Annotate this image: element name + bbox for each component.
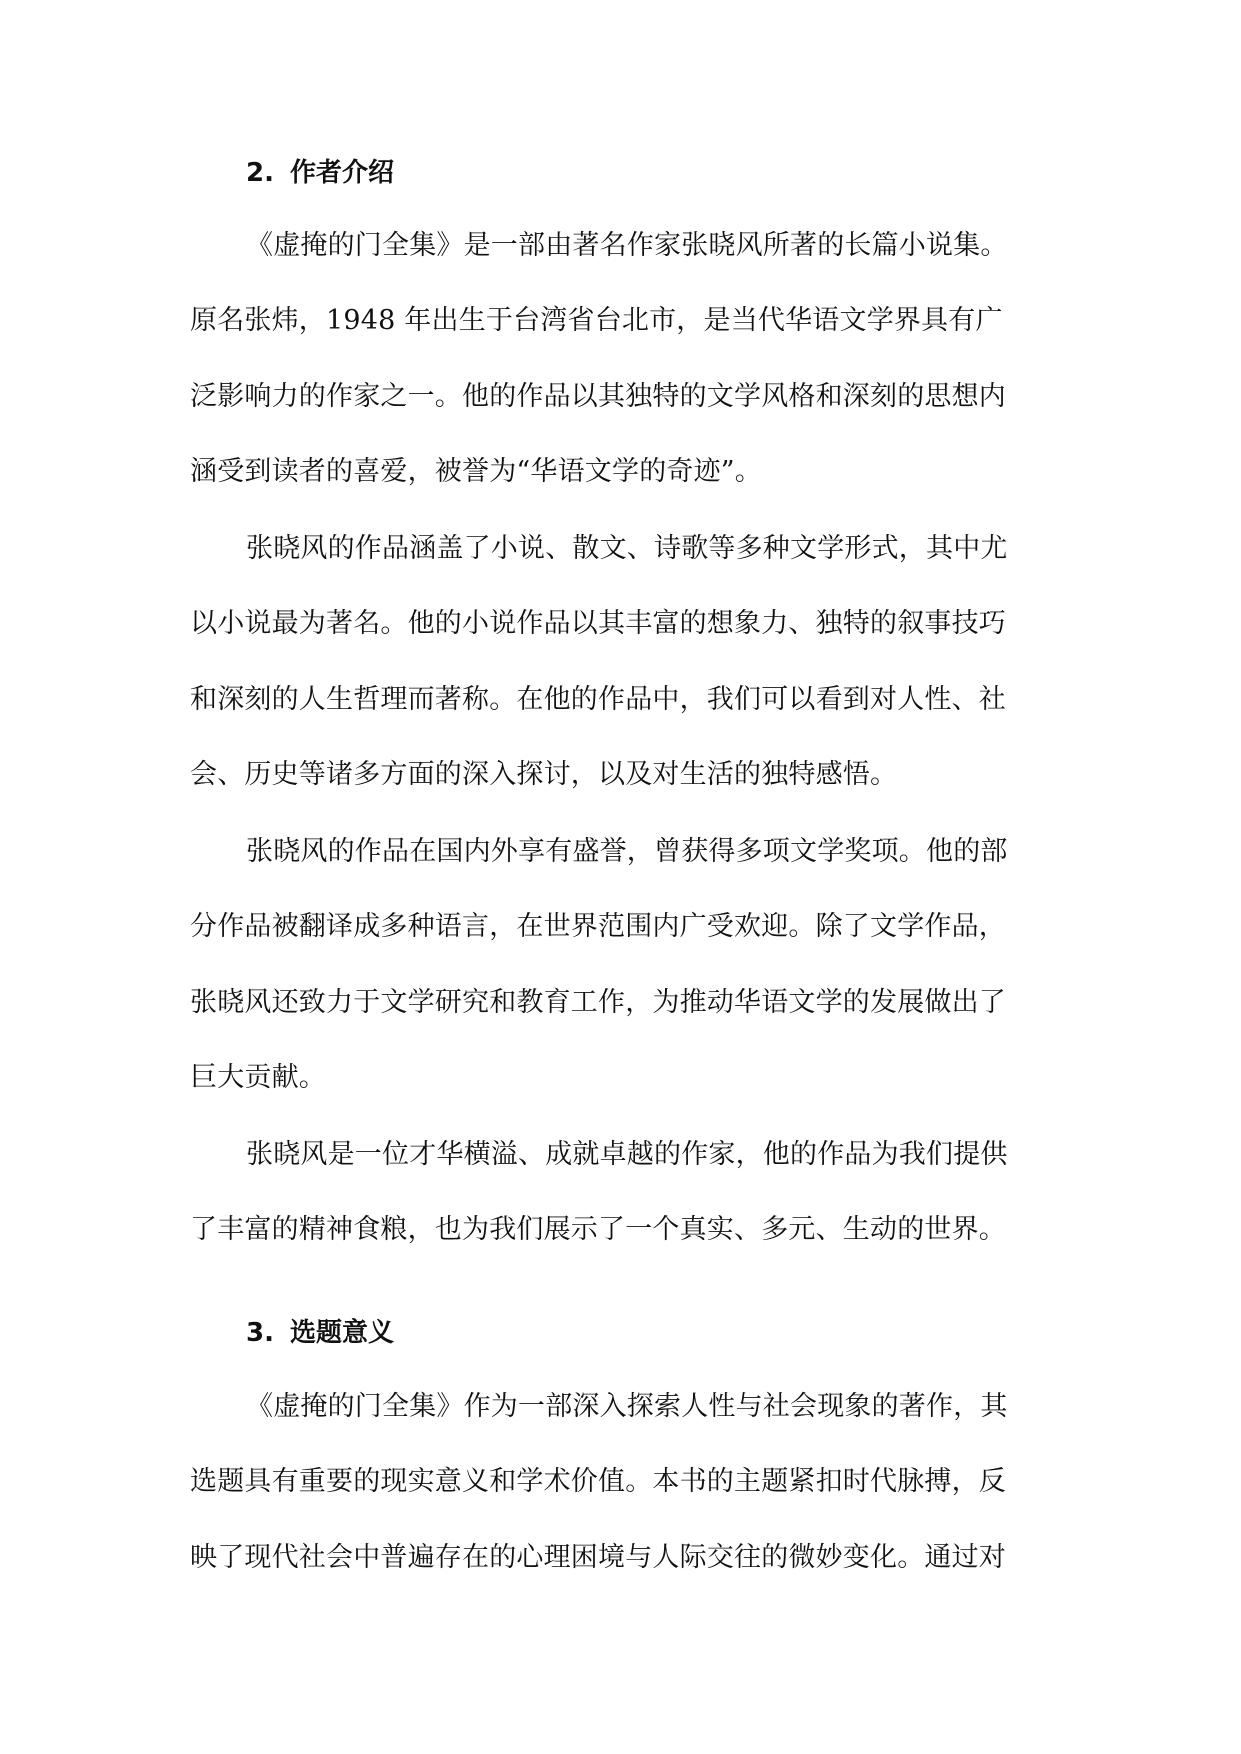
paragraph-line: 以小说最为著名。他的小说作品以其丰富的想象力、独特的叙事技巧 xyxy=(190,608,1006,639)
paragraph-line: 巨大贡献。 xyxy=(190,1062,326,1093)
paragraph-line: 选题具有重要的现实意义和学术价值。本书的主题紧扣时代脉搏，反 xyxy=(190,1466,1006,1497)
paragraph-line: 映了现代社会中普遍存在的心理困境与人际交往的微妙变化。通过对 xyxy=(190,1542,1006,1573)
paragraph-line: 分作品被翻译成多种语言，在世界范围内广受欢迎。除了文学作品， xyxy=(190,911,1006,942)
paragraph-line: 原名张炜，1948 年出生于台湾省台北市，是当代华语文学界具有广 xyxy=(190,305,1003,336)
paragraph-line: 张晓风还致力于文学研究和教育工作，为推动华语文学的发展做出了 xyxy=(190,987,1006,1018)
paragraph-line: 涵受到读者的喜爱，被誉为“华语文学的奇迹”。 xyxy=(190,456,763,487)
paragraph-line: 张晓风的作品在国内外享有盛誉，曾获得多项文学奖项。他的部 xyxy=(246,836,1008,867)
paragraph-line: 和深刻的人生哲理而著称。在他的作品中，我们可以看到对人性、社 xyxy=(190,684,1006,715)
section-number: 2. xyxy=(246,158,274,188)
paragraph-line: 泛影响力的作家之一。他的作品以其独特的文学风格和深刻的思想内 xyxy=(190,381,1006,412)
section-title: 选题意义 xyxy=(289,1318,394,1348)
paragraph-line: 《虚掩的门全集》是一部由著名作家张晓风所著的长篇小说集。 xyxy=(246,230,1008,261)
paragraph-line: 会、历史等诸多方面的深入探讨，以及对生活的独特感悟。 xyxy=(190,759,898,790)
section-title: 作者介绍 xyxy=(289,158,394,188)
section-heading-significance xyxy=(246,1318,394,1348)
paragraph-line: 《虚掩的门全集》作为一部深入探索人性与社会现象的著作，其 xyxy=(246,1391,1008,1422)
paragraph-line: 张晓风的作品涵盖了小说、散文、诗歌等多种文学形式，其中尤 xyxy=(246,533,1008,564)
section-number: 3. xyxy=(246,1318,274,1348)
section-heading-author xyxy=(246,158,394,188)
paragraph-line: 张晓风是一位才华横溢、成就卓越的作家，他的作品为我们提供 xyxy=(246,1139,1008,1170)
paragraph-line: 了丰富的精神食粮，也为我们展示了一个真实、多元、生动的世界。 xyxy=(190,1214,1006,1245)
